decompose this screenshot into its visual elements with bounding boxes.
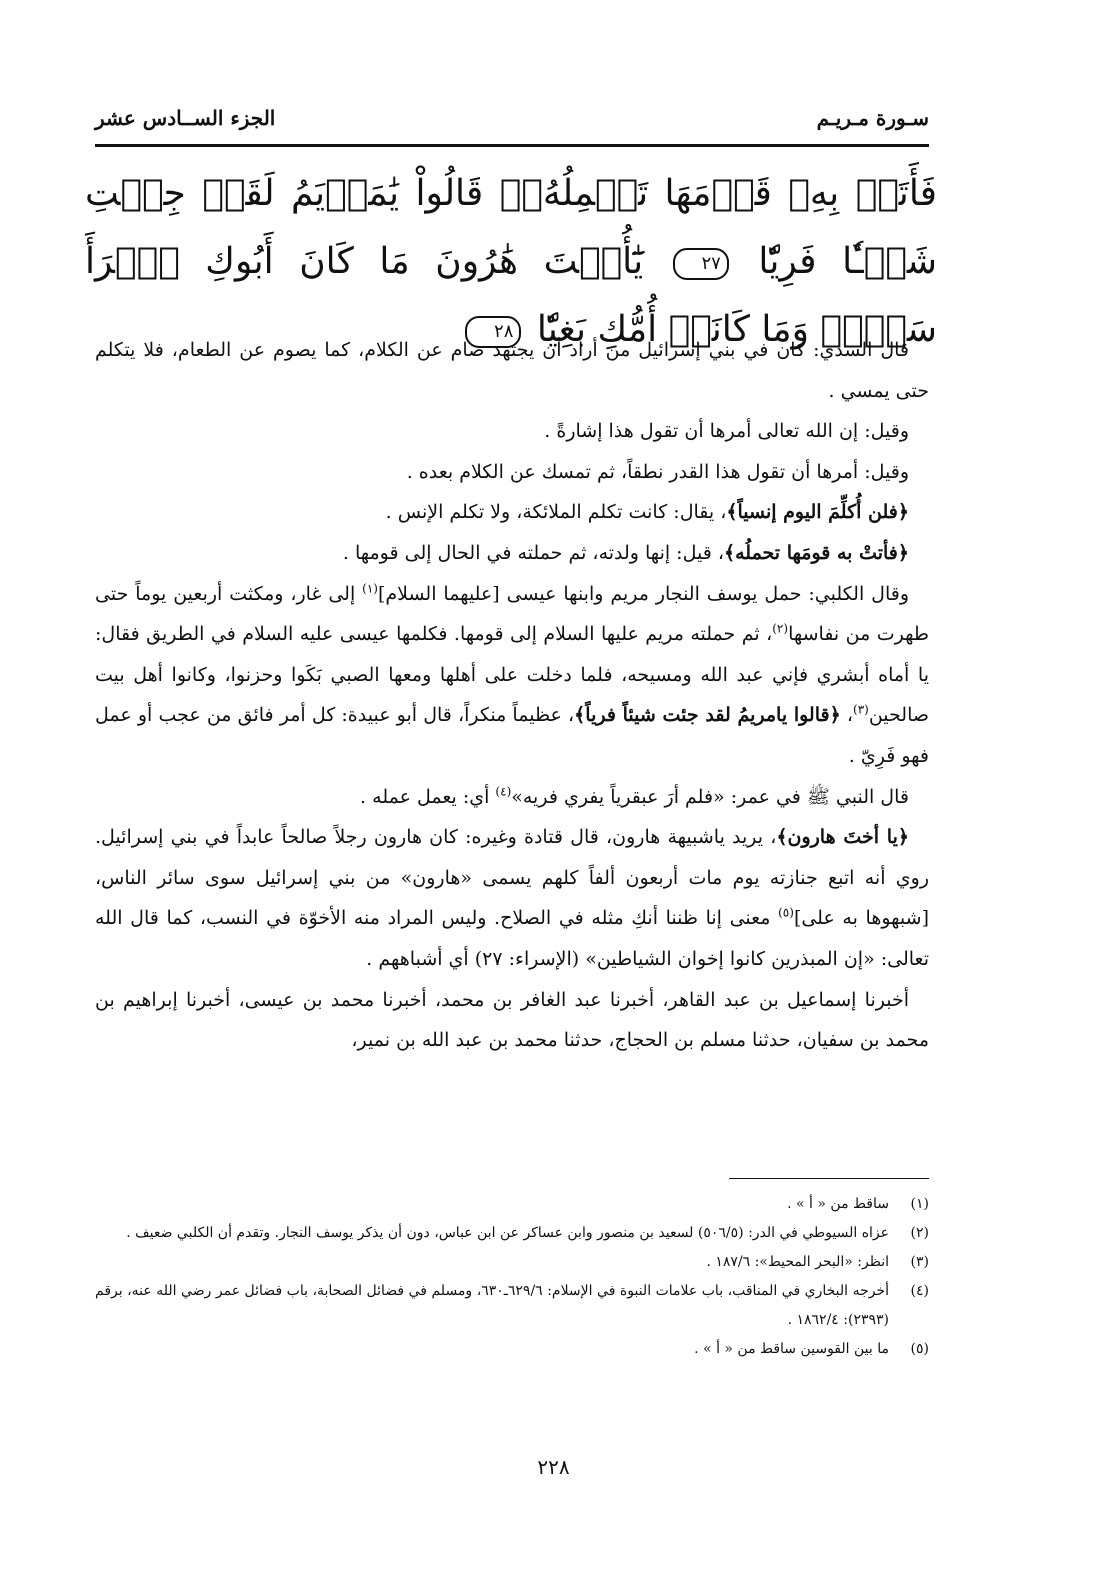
footnote (95, 1277, 929, 1335)
verse-28: يَٰٓأُخۡتَ هَٰرُونَ مَا كَانَ أَبُوكِ ٱمۡرَأَ سَوۡءٖ وَمَا كَانَتۡ أُمُّكِ بَغِيّٗا (85, 241, 937, 350)
paragraph (95, 452, 929, 493)
paragraph-text: وقيل: أمرها أن تقول هذا القدر نطقاً، ثم تمسك عن الكلام بعده . (406, 460, 909, 483)
paragraph (95, 817, 929, 979)
footnote (95, 1248, 929, 1277)
footnote-text: ما بين القوسين ساقط من « أ » . (694, 1341, 889, 1357)
verse-27: فَأَتَتۡ بِهِۦ قَوۡمَهَا تَحۡمِلُهُۥۖ قَالُواْ يَٰمَرۡيَمُ لَقَدۡ جِئۡتِ شَيۡـٔٗا فَرِيّٗا (85, 173, 937, 282)
paragraph (95, 330, 929, 411)
footnote-ref[interactable]: (٣) (853, 703, 869, 718)
paragraph-text: أي: يعمل عمله . (360, 785, 496, 808)
header-rule (95, 144, 929, 147)
ayah-marker-28: ٢٨ (465, 316, 521, 348)
footnote-text: ساقط من « أ » . (787, 1196, 889, 1212)
footnotes (95, 1190, 929, 1364)
footnote-number: (٥) (910, 1341, 929, 1357)
paragraph-text: وقال الكلبي: حمل يوسف النجار مريم وابنها عيسى [عليهما السلام] (377, 582, 909, 605)
paragraph-text: ، يقال: كانت تكلم الملائكة، ولا تكلم الإنس . (385, 501, 727, 524)
footnote-text: انظر: «البحر المحيط»: ١٨٧/٦ . (706, 1254, 889, 1270)
quoted-verse: ﴿فلن أُكلِّمَ اليوم إنسياً﴾ (726, 501, 909, 524)
paragraph (95, 980, 929, 1061)
footnote-number: (١) (910, 1196, 929, 1212)
paragraph (95, 492, 929, 533)
footnote (95, 1219, 929, 1248)
footnote-ref[interactable]: (١) (362, 581, 378, 596)
quoted-verse: ﴿يا أختَ هارون﴾ (776, 826, 910, 849)
paragraph-text: ، ثم حملته مريم عليها السلام إلى قومها. فكلمها عيسى عليه السلام في الطريق فقال: يا أماه أبشري فإني عبد الله ومسيحه، فلما دخلت على أهلها ومعها الصبي بَكَوا وحزنوا، وكانوا أهل بيت صالحين (95, 623, 930, 727)
paragraph (95, 574, 929, 777)
commentary-text (95, 330, 929, 1061)
juz-title: الجزء الســادس عشر (95, 106, 276, 130)
quoted-verse: ﴿فأتتْ به قومَها تحملُه﴾ (723, 541, 909, 564)
paragraph-text: وقيل: إن الله تعالى أمرها أن تقول هذا إشارةً . (544, 420, 909, 443)
footnote (95, 1335, 929, 1364)
footnote-separator (729, 1178, 929, 1179)
footnote-number: (٤) (910, 1283, 929, 1299)
footnote-ref[interactable]: (٤) (495, 784, 512, 799)
footnote-text: أخرجه البخاري في المناقب، باب علامات النبوة في الإسلام: ٦٢٩/٦ـ٦٣٠، ومسلم في فضائل الصحابة، باب فضائل عمر رضي الله عنه، برقم (٢٣٩٣): ١٨٦٢/٤ . (95, 1283, 889, 1328)
paragraph (95, 777, 929, 818)
paragraph-text: ، عظيماً منكراً، قال أبو عبيدة: كل أمر فائق من عجب أو عمل فهو فَرِيّ . (95, 704, 929, 767)
quoted-verse: ﴿قالوا يامريمُ لقد جئت شيئاً فرياً﴾ (574, 704, 841, 727)
surah-title: سـورة مـريـم (816, 106, 929, 130)
footnote-ref[interactable]: (٥) (778, 905, 794, 920)
paragraph-text: معنى إنا ظننا أنكِ مثله في الصلاح. وليس المراد منه الأخوّة في النسب، كما قال الله تعالى: «إن المبذرين كانوا إخوان الشياطين» (الإسراء: ٢٧) أي أشباههم . (95, 907, 929, 970)
footnote (95, 1190, 929, 1219)
paragraph-text: ، يريد ياشبيهة هارون، قال قتادة وغيره: كان هارون رجلاً صالحاً عابداً في بني إسرائيل. روي أنه اتبع جنازته يوم مات أربعون ألفاً كلهم يسمى «هارون» من بني إسرائيل سوى سائر الناس، [شبهوها به على] (95, 826, 929, 930)
paragraph-text: ، (840, 704, 854, 727)
paragraph-text: أخبرنا إسماعيل بن عبد القاهر، أخبرنا عبد الغافر بن محمد، أخبرنا محمد بن عيسى، أخبرنا إبراهيم بن محمد بن سفيان، حدثنا مسلم بن الحجاج، حدثنا محمد بن عبد الله بن نمير، (95, 988, 929, 1052)
paragraph (95, 533, 929, 574)
paragraph-text: إلى غار، ومكثت أربعين يوماً حتى طهرت من نفاسها (95, 582, 929, 646)
footnote-number: (٣) (910, 1254, 929, 1270)
running-header (95, 100, 929, 136)
paragraph-text: قال السدي: كان في بني إسرائيل من أراد أن يجتهد صام عن الكلام، كما يصوم عن الطعام، فلا يتكلم حتى يمسي . (95, 339, 929, 402)
footnote-number: (٢) (910, 1225, 929, 1241)
paragraph-text: ، قيل: إنها ولدته، ثم حملته في الحال إلى قومها . (342, 541, 724, 564)
paragraph (95, 411, 929, 452)
footnote-ref[interactable]: (٢) (772, 621, 789, 636)
footnote-text: عزاه السيوطي في الدر: (٥٠٦/٥) لسعيد بن منصور وابن عساكر عن ابن عباس، دون أن يذكر يوسف النجار. وتقدم أن الكلبي ضعيف . (126, 1225, 889, 1241)
paragraph-text: قال النبي ﷺ في عمر: «فلم أرَ عبقرياً يفري فريه» (511, 785, 909, 808)
ayah-marker-27: ٢٧ (673, 248, 729, 280)
page-number: ٢٢٨ (537, 1455, 570, 1479)
